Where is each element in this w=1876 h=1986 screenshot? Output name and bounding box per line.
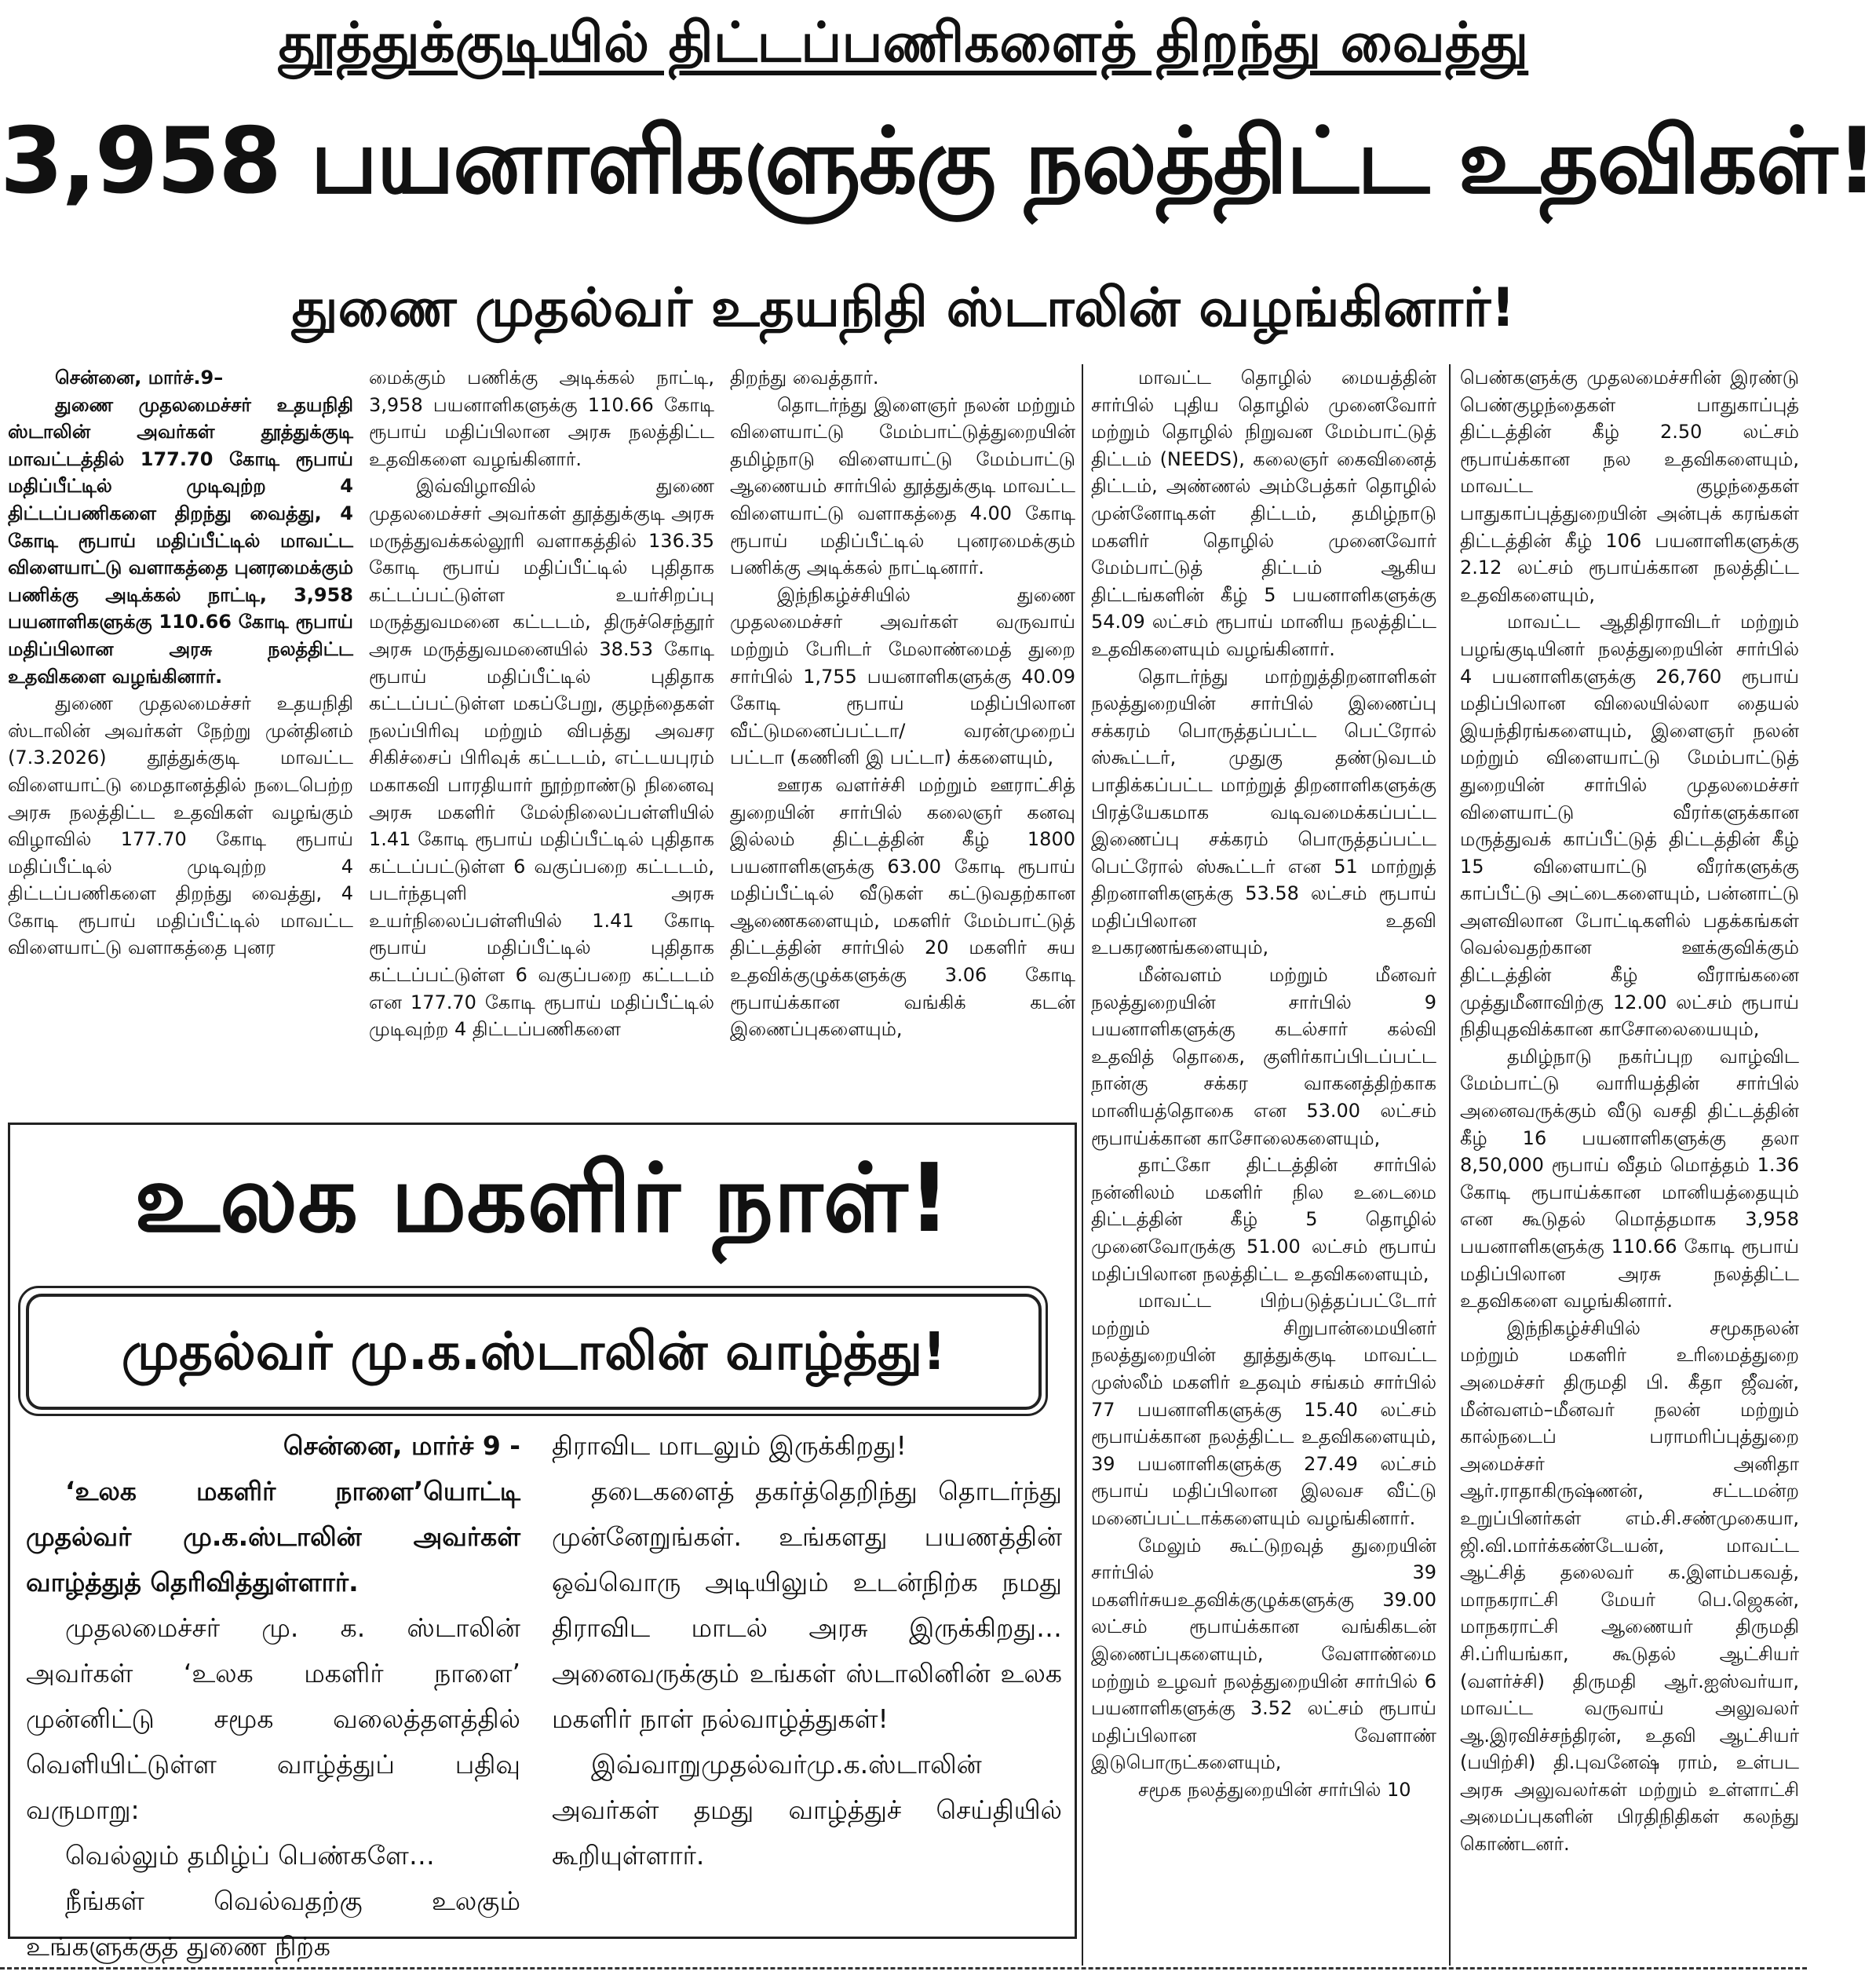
paragraph: தொடர்ந்து மாற்றுத்திறனாளிகள் நலத்துறையின் சார்பில் இணைப்பு சக்கரம் பொருத்தப்பட்ட பெட்ரோல் ஸ்கூட்டர், முதுகு தண்டுவடம் பாதிக்கப்பட்ட மாற்றுத் திறனாளிகளுக்கு பிரத்யேகமாக வடிவமைக்கப்பட்ட இணைப்பு சக்கரம் பொருத்தப்பட்ட பெட்ரோல் ஸ்கூட்டர் என 51 மாற்றுத் திறனாளிகளுக்கு 53.58 லட்சம் ரூபாய் மதிப்பிலான உதவி உபகரணங்களையும், [1091,665,1436,959]
paragraph: மீன்வளம் மற்றும் மீனவர் நலத்துறையின் சார்பில் 9 பயனாளிகளுக்கு கடல்சார் கல்வி உதவித் தொகை, குளிர்காப்பிடப்பட்ட நான்கு சக்கர வாகனத்திற்காக மானியத்தொகை என 53.00 லட்சம் ரூபாய்க்கான காசோலைகளையும், [1091,964,1436,1149]
box-lead: ‘உலக மகளிர் நாளை’யொட்டி முதல்வர் மு.க.ஸ்டாலின் அவர்கள் வாழ்த்துத் தெரிவித்துள்ளார். [26,1476,520,1597]
paragraph: இவ்வாறுமுதல்வர்மு.க.ஸ்டாலின் அவர்கள் தமது வாழ்த்துச் செய்தியில் கூறியுள்ளார். [552,1749,1062,1871]
paragraph: முதலமைச்சர் மு. க. ஸ்டாலின் அவர்கள் ‘உலக மகளிர் நாளை’ முன்னிட்டு சமூக வலைத்தளத்தில் வெளியிட்டுள்ள வாழ்த்துப் பதிவு வருமாறு: [26,1612,520,1825]
paragraph: துணை முதலமைச்சர் உதயநிதி ஸ்டாலின் அவர்கள் நேற்று முன்தினம் (7.3.2026) தூத்துக்குடி மாவட்ட விளையாட்டு மைதானத்தில் நடைபெற்ற அரசு நலத்திட்ட உதவிகள் வழங்கும் விழாவில் 177.70 கோடி ரூபாய் மதிப்பீட்டில் முடிவுற்ற 4 திட்டப்பணிகளை திறந்து வைத்து, 4 கோடி ரூபாய் மதிப்பீட்டில் மாவட்ட விளையாட்டு வளாகத்தை புனர [8,692,353,959]
kicker-headline: தூத்துக்குடியில் திட்டப்பணிகளைத் திறந்து வைத்து [278,10,1529,75]
paragraph: இந்நிகழ்ச்சியில் துணை முதலமைச்சர் அவர்கள் வருவாய் மற்றும் பேரிடர் மேலாண்மைத் துறை சார்பில் 1,755 பயனாளிகளுக்கு 40.09 கோடி ரூபாய் மதிப்பிலான வீட்டுமனைப்பட்டா/ வரன்முறைப் பட்டா (கணினி இ பட்டா) க்களையும், [730,583,1075,769]
paragraph: இந்நிகழ்ச்சியில் சமூகநலன் மற்றும் மகளிர் உரிமைத்துறை அமைச்சர் திருமதி பி. கீதா ஜீவன், மீன்வளம்–மீனவர் நலன் மற்றும் கால்நடைப் பராமரிப்புத்துறை அமைச்சர் அனிதா ஆர்.ராதாகிருஷ்ணன், சட்டமன்ற உறுப்பினர்கள் எம்.சி.சண்முகையா, ஜி.வி.மார்க்கண்டேயன், மாவட்ட ஆட்சித் தலைவர் க.இளம்பகவத், மாநகராட்சி மேயர் பெ.ஜெகன், மாநகராட்சி ஆணையர் திருமதி சி.ப்ரியங்கா, கூடுதல் ஆட்சியர் (வளர்ச்சி) திருமதி ஆர்.ஐஸ்வர்யா, மாவட்ட வருவாய் அலுவலர் ஆ.இரவிச்சந்திரன், உதவி ஆட்சியர் (பயிற்சி) தி.புவனேஷ் ராம், உள்பட அரசு அலுவலர்கள் மற்றும் உள்ளாட்சி அமைப்புகளின் பிரதிநிதிகள் கலந்து கொண்டனர். [1460,1316,1799,1856]
paragraph: தடைகளைத் தகர்த்தெறிந்து தொடர்ந்து முன்னேறுங்கள். உங்களது பயணத்தின் ஒவ்வொரு அடியிலும் உடன்நிற்க நமது திராவிட மாடல் அரசு இருக்கிறது… அனைவருக்கும் உங்கள் ஸ்டாலினின் உலக மகளிர் நாள் நல்வாழ்த்துகள்! [552,1476,1062,1734]
paragraph: தாட்கோ திட்டத்தின் சார்பில் நன்னிலம் மகளிர் நில உடைமை திட்டத்தின் கீழ் 5 தொழில் முனைவோருக்கு 51.00 லட்சம் ரூபாய் மதிப்பிலான நலத்திட்ட உதவிகளையும், [1091,1154,1436,1285]
womens-day-box [8,1123,1077,1962]
paragraph: மேலும் கூட்டுறவுத் துறையின் சார்பில் 39 மகளிர்சுயஉதவிக்குழுக்களுக்கு 39.00 லட்சம் ரூபாய்க்கான வங்கிகடன் இணைப்புகளையும், வேளாண்மை மற்றும் உழவர் நலத்துறையின் சார்பில் 6 பயனாளிகளுக்கு 3.52 லட்சம் ரூபாய் மதிப்பிலான வேளாண் இடுபொருட்களையும், [1091,1534,1436,1774]
paragraph: ஊரக வளர்ச்சி மற்றும் ஊராட்சித் துறையின் சார்பில் கலைஞர் கனவு இல்லம் திட்டத்தின் கீழ் 1800 பயனாளிகளுக்கு 63.00 கோடி ரூபாய் மதிப்பீட்டில் வீடுகள் கட்டுவதற்கான ஆணைகளையும், மகளிர் மேம்பாட்டுத் திட்டத்தின் சார்பில் 20 மகளிர் சுய உதவிக்குழுக்களுக்கு 3.06 கோடி ரூபாய்க்கான வங்கிக் கடன் இணைப்புகளையும், [730,773,1075,1041]
article-column-4 [1091,364,1436,1958]
column-divider [1082,364,1083,1966]
bottom-dashed-rule [0,1967,1807,1970]
paragraph: திராவிட மாடலும் இருக்கிறது! [552,1430,907,1461]
box-dateline: சென்னை, மார்ச் 9 - [283,1430,520,1461]
box-column-2 [552,1423,1062,1933]
box-column-1 [26,1423,520,1962]
paragraph: மாவட்ட ஆதிதிராவிடர் மற்றும் பழங்குடியினர் நலத்துறையின் சார்பில் 4 பயனாளிகளுக்கு 26,760 ரூபாய் மதிப்பிலான விலையில்லா தையல் இயந்திரங்களையும், இளைஞர் நலன் மற்றும் விளையாட்டு மேம்பாட்டுத் துறையின் சார்பில் முதலமைச்சர் விளையாட்டு வீரர்களுக்கான மருத்துவக் காப்பீட்டுத் திட்டத்தின் கீழ் 15 விளையாட்டு வீரர்களுக்கு காப்பீட்டு அட்டைகளையும், பன்னாட்டு அளவிலான போட்டிகளில் பதக்கங்கள் வெல்வதற்கான ஊக்குவிக்கும் திட்டத்தின் கீழ் வீராங்கனை முத்துமீனாவிற்கு 12.00 லட்சம் ரூபாய் நிதியுதவிக்கான காசோலையையும், [1460,611,1799,1041]
paragraph: நீங்கள் வெல்வதற்கு உலகும் உங்களுக்குத் துணை நிற்க [26,1886,520,1962]
paragraph: தொடர்ந்து இளைஞர் நலன் மற்றும் விளையாட்டு மேம்பாட்டுத்துறையின் தமிழ்நாடு விளையாட்டு மேம்பாட்டு ஆணையம் சார்பில் தூத்துக்குடி மாவட்ட விளையாட்டு வளாகத்தை 4.00 கோடி ரூபாய் மதிப்பீட்டில் புனரமைக்கும் பணிக்கு அடிக்கல் நாட்டினார். [730,393,1075,579]
paragraph: திறந்து வைத்தார். [730,367,879,389]
article-column-5 [1460,364,1799,1958]
paragraph: இவ்விழாவில் துணை முதலமைச்சர் அவர்கள் தூத்துக்குடி அரசு மருத்துவக்கல்லூரி வளாகத்தில் 136.35 கோடி ரூபாய் மதிப்பீட்டில் புதிதாக கட்டப்பட்டுள்ள உயர்சிறப்பு மருத்துவமனை கட்டடம், திருச்செந்தூர் அரசு மருத்துவமனையில் 38.53 கோடி ரூபாய் மதிப்பீட்டில் புதிதாக கட்டப்பட்டுள்ள மகப்பேறு, குழந்தைகள் நலப்பிரிவு மற்றும் விபத்து அவசர சிகிச்சைப் பிரிவுக் கட்டடம், எட்டயபுரம் மகாகவி பாரதியார் நூற்றாண்டு நினைவு அரசு மகளிர் மேல்நிலைப்பள்ளியில் 1.41 கோடி ரூபாய் மதிப்பீட்டில் புதிதாக கட்டப்பட்டுள்ள 6 வகுப்பறை கட்டடம், படர்ந்தபுளி அரசு உயர்நிலைப்பள்ளியில் 1.41 கோடி ரூபாய் மதிப்பீட்டில் புதிதாக கட்டப்பட்டுள்ள 6 வகுப்பறை கட்டடம் என 177.70 கோடி ரூபாய் மதிப்பீட்டில் முடிவுற்ற 4 திட்டப்பணிகளை [369,475,714,1041]
article-column-1 [8,364,353,1149]
sub-headline: துணை முதல்வர் உதயநிதி ஸ்டாலின் வழங்கினார்! [291,277,1516,339]
main-headline: 3,958 பயனாளிகளுக்கு நலத்திட்ட உதவிகள்! [0,108,1876,214]
column-divider [1449,364,1451,1966]
dateline: சென்னை, மார்ச்.9– [55,367,224,389]
article-column-2 [369,364,714,1149]
paragraph: மாவட்ட பிற்படுத்தப்பட்டோர் மற்றும் சிறுபான்மையினர் நலத்துறையின் தூத்துக்குடி மாவட்ட முஸ்லீம் மகளிர் உதவும் சங்கம் சார்பில் 77 பயனாளிகளுக்கு 15.40 லட்சம் ரூபாய்க்கான நலத்திட்ட உதவிகளையும், 39 பயனாளிகளுக்கு 27.49 லட்சம் ரூபாய் மதிப்பிலான இலவச வீட்டு மனைப்பட்டாக்களையும் வழங்கினார். [1091,1290,1436,1529]
paragraph: மாவட்ட தொழில் மையத்தின் சார்பில் புதிய தொழில் முனைவோர் மற்றும் தொழில் நிறுவன மேம்பாட்டுத் திட்டம் (NEEDS), கலைஞர் கைவினைத் திட்டம், அண்ணல் அம்பேத்கர் தொழில் முன்னோடிகள் திட்டம், தமிழ்நாடு மகளிர் தொழில் முனைவோர் மேம்பாட்டுத் திட்டம் ஆகிய திட்டங்களின் கீழ் 5 பயனாளிகளுக்கு 54.09 லட்சம் ரூபாய் மானிய நலத்திட்ட உதவிகளையும் வழங்கினார். [1091,367,1436,660]
box-title: உலக மகளிர் நாள்! [133,1145,951,1254]
paragraph: பெண்களுக்கு முதலமைச்சரின் இரண்டு பெண்குழந்தைகள் பாதுகாப்புத் திட்டத்தின் கீழ் 2.50 லட்சம் ரூபாய்க்கான நல உதவிகளையும், மாவட்ட குழந்தைகள் பாதுகாப்புத்துறையின் அன்புக் கரங்கள் திட்டத்தின் கீழ் 106 பயனாளிகளுக்கு 2.12 லட்சம் ரூபாய்க்கான நலத்திட்ட உதவிகளையும், [1460,367,1799,606]
lead-paragraph: துணை முதலமைச்சர் உதயநிதி ஸ்டாலின் அவர்கள் தூத்துக்குடி மாவட்டத்தில் 177.70 கோடி ரூபாய் மதிப்பீட்டில் முடிவுற்ற 4 திட்டப்பணிகளை திறந்து வைத்து, 4 கோடி ரூபாய் மதிப்பீட்டில் மாவட்ட விளையாட்டு வளாகத்தை புனரமைக்கும் பணிக்கு அடிக்கல் நாட்டி, 3,958 பயனாளிகளுக்கு 110.66 கோடி ரூபாய் மதிப்பிலான அரசு நலத்திட்ட உதவிகளை வழங்கினார். [8,393,353,688]
paragraph: சமூக நலத்துறையின் சார்பில் 10 [1138,1778,1411,1801]
paragraph: வெல்லும் தமிழ்ப் பெண்களே… [65,1840,435,1871]
box-subtitle: முதல்வர் மு.க.ஸ்டாலின் வாழ்த்து! [26,1294,1042,1410]
paragraph: தமிழ்நாடு நகர்ப்புற வாழ்விட மேம்பாட்டு வாரியத்தின் சார்பில் அனைவருக்கும் வீடு வசதி திட்டத்தின் கீழ் 16 பயனாளிகளுக்கு தலா 8,50,000 ரூபாய் வீதம் மொத்தம் 1.36 கோடி ரூபாய்க்கான மானியத்தையும் என கூடுதல் மொத்தமாக 3,958 பயனாளிகளுக்கு 110.66 கோடி ரூபாய் மதிப்பிலான அரசு நலத்திட்ட உதவிகளை வழங்கினார். [1460,1045,1799,1312]
paragraph: மைக்கும் பணிக்கு அடிக்கல் நாட்டி, 3,958 பயனாளிகளுக்கு 110.66 கோடி ரூபாய் மதிப்பிலான அரசு நலத்திட்ட உதவிகளை வழங்கினார். [369,367,714,470]
article-column-3 [730,364,1075,1149]
